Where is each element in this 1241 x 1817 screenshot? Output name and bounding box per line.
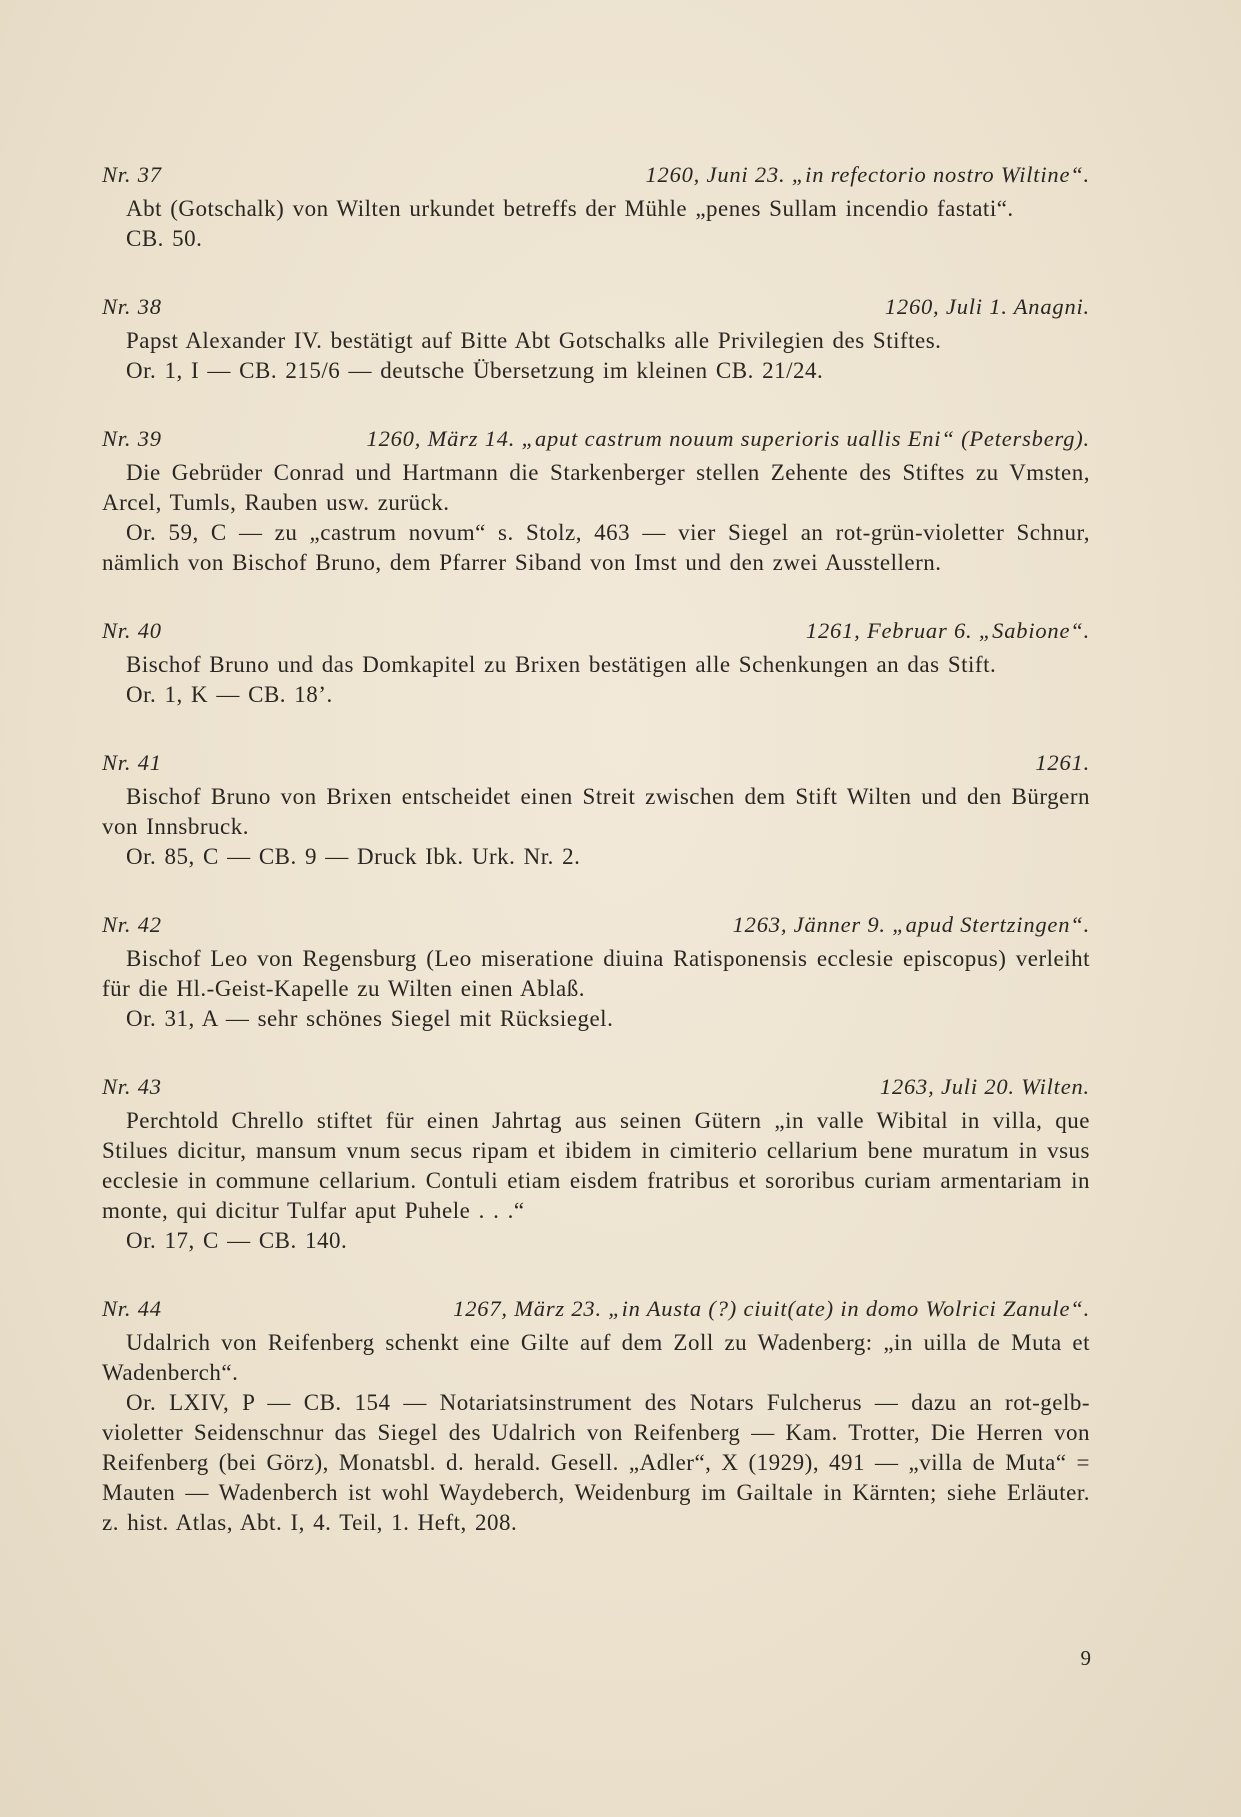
entry-reference: Or. 59, C — zu „castrum novum“ s. Stolz, 463 — vier Siegel an rot-grün-violetter Schnur, nämlich von Bischof Bruno, dem Pfarrer Siband von Imst und den zwei Ausstellern. [102,520,1090,575]
page-number: 9 [1080,1646,1091,1670]
entry-number: Nr. 38 [102,294,162,319]
entry-number: Nr. 44 [102,1296,162,1321]
entry-reference: Or. 1, I — CB. 215/6 — deutsche Übersetzung im kleinen CB. 21/24. [126,358,824,383]
entry-summary: Perchtold Chrello stiftet für einen Jahrtag aus seinen Gütern „in valle Wibital in villa, que Stilues dicitur, mansum vnum secus ripam et ibidem in cimiterio cellarium bene muratum in vsus ecclesie in commune cellarium. Contuli etiam eisdem fratribus et sororibus curiam armentariam in monte, qui dicitur Tulfar aput Puhele . . .“ [102,1108,1090,1223]
entry-number: Nr. 43 [102,1074,162,1099]
entry-summary: Bischof Leo von Regensburg (Leo miseratione diuina Ratisponensis ecclesie episcopus) verleiht für die Hl.-Geist-Kapelle zu Wilten einen Ablaß. [102,946,1090,1001]
entry-reference: Or. 17, C — CB. 140. [126,1228,348,1253]
entry-summary: Abt (Gotschalk) von Wilten urkundet betreffs der Mühle „penes Sullam incendio fastati“. [126,196,1014,221]
entry-reference: Or. 1, K — CB. 18’. [126,682,333,707]
entry-summary: Papst Alexander IV. bestätigt auf Bitte Abt Gotschalks alle Privilegien des Stiftes. [126,328,942,353]
entry-summary: Bischof Bruno von Brixen entscheidet einen Streit zwischen dem Stift Wilten und den Bürgern von Innsbruck. [102,784,1090,839]
entry-dateline: 1263, Jänner 9. „apud Stertzingen“. [732,912,1090,937]
entry-header [102,1294,1090,1324]
entry-reference: Or. 31, A — sehr schönes Siegel mit Rücksiegel. [126,1006,614,1031]
entry-nr-39 [102,424,1090,578]
entry-nr-44 [102,1294,1090,1538]
entry-nr-41 [102,748,1090,872]
entry-header [102,292,1090,322]
entry-header [102,424,1090,454]
entry-dateline: 1267, März 23. „in Austa (?) ciuit(ate) in domo Wolrici Zanule“. [453,1296,1090,1321]
entry-summary: Bischof Bruno und das Domkapitel zu Brixen bestätigen alle Schenkungen an das Stift. [126,652,997,677]
entry-reference: Or. 85, C — CB. 9 — Druck Ibk. Urk. Nr. 2. [126,844,581,869]
entry-dateline: 1261, Februar 6. „Sabione“. [805,618,1090,643]
entry-nr-37 [102,160,1090,254]
entry-number: Nr. 42 [102,912,162,937]
entry-number: Nr. 39 [102,426,162,451]
entry-nr-38 [102,292,1090,386]
entry-number: Nr. 37 [102,162,162,187]
entry-dateline: 1260, Juli 1. Anagni. [884,294,1090,319]
page-content [102,160,1090,1576]
entry-header [102,1072,1090,1102]
entry-number: Nr. 40 [102,618,162,643]
entry-dateline: 1260, März 14. „aput castrum nouum superioris uallis Eni“ (Petersberg). [366,426,1090,451]
entry-nr-40 [102,616,1090,710]
entry-dateline: 1261. [1035,750,1090,775]
entry-dateline: 1260, Juni 23. „in refectorio nostro Wiltine“. [645,162,1090,187]
entry-header [102,910,1090,940]
entry-dateline: 1263, Juli 20. Wilten. [879,1074,1090,1099]
entry-nr-42 [102,910,1090,1034]
entry-summary: Die Gebrüder Conrad und Hartmann die Starkenberger stellen Zehente des Stiftes zu Vmsten, Arcel, Tumls, Rauben usw. zurück. [102,460,1090,515]
entry-header [102,160,1090,190]
entry-number: Nr. 41 [102,750,162,775]
entry-header [102,748,1090,778]
entry-header [102,616,1090,646]
entry-nr-43 [102,1072,1090,1256]
entry-reference: Or. LXIV, P — CB. 154 — Notariatsinstrument des Notars Fulcherus — dazu an rot-gelb-violetter Seidenschnur das Siegel des Udalrich von Reifenberg — Kam. Trotter, Die Herren von Reifenberg (bei Görz), Monatsbl. d. herald. Gesell. „Adler“, X (1929), 491 — „villa de Muta“ = Mauten — Wadenberch ist wohl Waydeberch, Weidenburg im Gailtale in Kärnten; siehe Erläuter. z. hist. Atlas, Abt. I, 4. Teil, 1. Heft, 208. [102,1390,1090,1535]
entry-summary: Udalrich von Reifenberg schenkt eine Gilte auf dem Zoll zu Wadenberg: „in uilla de Muta et Wadenberch“. [102,1330,1090,1385]
entry-reference: CB. 50. [126,226,203,251]
